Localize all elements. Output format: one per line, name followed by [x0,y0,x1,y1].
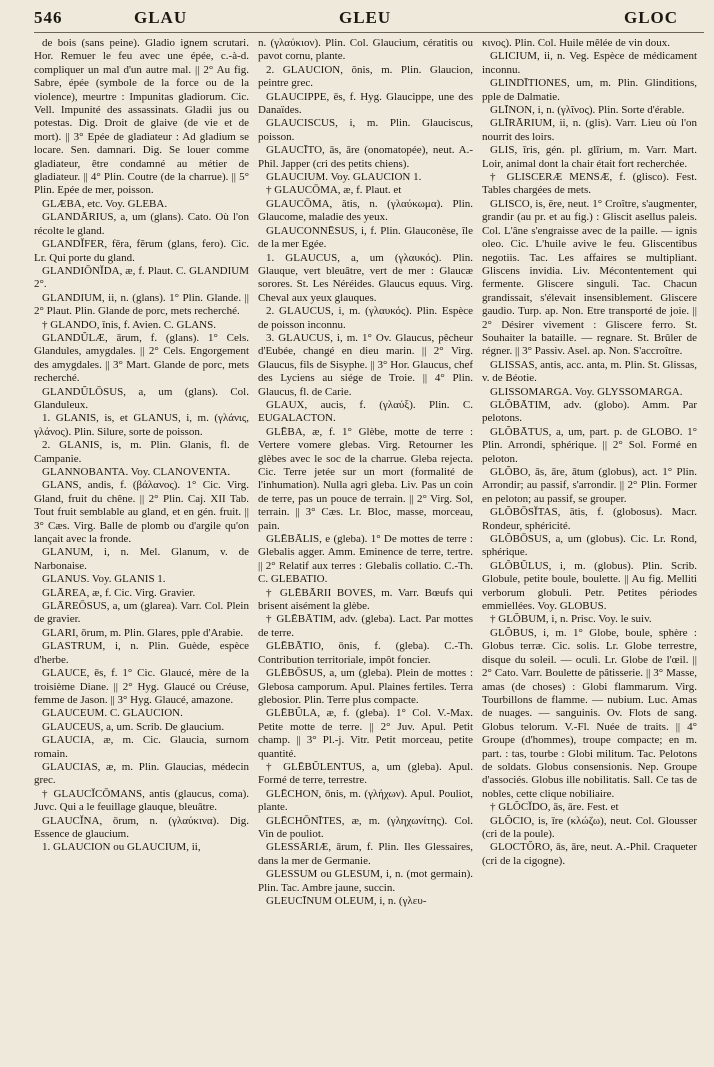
dictionary-entry: GLANNOBANTA. Voy. CLANOVENTA. [42,466,231,478]
dictionary-entry: † GLĒBŬLENTUS, a, um (gleba). Apul. Formé de terre, terrestre. [258,760,473,787]
dictionary-entry: GLISSAS, antis, acc. anta, m. Plin. St. Glissas, v. de Béotie. [482,358,697,385]
dictionary-entry: GLĪRĀRIUM, ii, n. (glis). Varr. Lieu où l'on nourrit des loirs. [482,117,697,143]
dictionary-entry: 3. GLAUCUS, i, m. 1° Ov. Glaucus, pêcheur d'Eubée, changé en dieu marin. || 2° Virg. Glaucus, fils de Sisyphe. || 3° Hor. Glaucus, chef des Lyciens au siége de Troie. || 4° Plin. Glaucus, fl. de Carie. [258,331,473,398]
dictionary-entry: † GLANDO, ĭnis, f. Avien. C. GLANS. [42,318,216,331]
dictionary-entry: GLASTRUM, i, n. Plin. Guède, espèce d'herbe. [34,640,249,666]
dictionary-entry: GLICIUM, ii, n. Veg. Espèce de médicament inconnu. [482,50,697,76]
dictionary-entry: GLŎBŬLUS, i, m. (globus). Plin. Scrib. Globule, petite boule, boulette. || Au fig. Melliti verborum globuli. Petr. Petites périodes emmiellées. Voy. GLOBUS. [482,559,697,613]
text-columns [34,37,704,1062]
dictionary-entry: GLANDĬFER, fĕra, fĕrum (glans, fero). Cic. Lr. Qui porte du gland. [34,238,249,264]
dictionary-entry: GLIS, īris, gén. pl. glīrium, m. Varr. Mart. Loir, animal dont la chair était fort recherchée. [482,144,697,170]
dictionary-entry: GLĒBŌSUS, a, um (gleba). Plein de mottes : Glebosa camporum. Apul. Plaines fertiles. Terra glebosior. Plin. Terre plus compacte. [258,667,473,706]
dictionary-entry: GLÆBA, etc. Voy. GLEBA. [42,197,168,210]
dictionary-entry: GLAUCĪTO, ās, āre (onomatopée), neut. A.-Phil. Japper (cri des petits chiens). [258,144,473,170]
dictionary-entry: † GLISCERÆ MENSÆ, f. (glisco). Fest. Tables chargées de mets. [482,171,697,197]
dictionary-entry: GLEUCĪNUM OLEUM, i, n. (γλευ- [266,895,427,907]
dictionary-entry: GLĀREŌSUS, a, um (glarea). Varr. Col. Plein de gravier. [34,600,249,626]
dictionary-entry: † GLŎBUM, i, n. Prisc. Voy. le suiv. [490,613,652,626]
dictionary-entry: GLANS, andis, f. (βάλανος). 1° Cic. Virg. Gland, fruit du chêne. || 2° Plin. Caj. XII Tab. Tout fruit semblable au gland, et en gén. fruit. || 3° Cæs. Virg. Balle de plomb ou d'argile qu'on lançait avec la fronde. [34,479,249,546]
dictionary-entry: 2. GLAUCION, ŏnis, m. Plin. Glaucion, peintre grec. [258,63,473,90]
dictionary-entry: GLĒBĀTIO, ōnis, f. (gleba). C.-Th. Contribution territoriale, impôt foncier. [258,640,473,666]
dictionary-entry: GLŎBŌSUS, a, um (globus). Cic. Lr. Rond, sphérique. [482,533,697,559]
dictionary-entry: GLŎCIO, is, īre (κλώζω), neut. Col. Glousser (cri de la poule). [482,814,697,840]
dictionary-entry: GLANDĀRIUS, a, um (glans). Cato. Où l'on récolte le gland. [34,211,249,237]
dictionary-entry: GLĒBA, æ, f. 1° Glèbe, motte de terre : Vertere vomere glebas. Virg. Retourner les glèbes avec le soc de la charrue. Gleba rejecta. Cic. Terre jetée sur un mort (formalité de l'inhumation). Nulla agri gleba. Liv. Pas un coin de terre, pas un pouce de terrain. || 2° Virg. Sol, terrain. || 3° Cæs. Lr. Bloc, masse, morceau, pain. [258,425,473,532]
dictionary-entry: GLŎBUS, i, m. 1° Globe, boule, sphère : Globus terræ. Cic. solis. Lr. Globe terrestre, disque du soleil. — oculi. Lr. Globe de l'œil. || 2° Cato. Varr. Boulette de pâtisserie. || 3° Masse, amas (de choses) : Globi flammarum. Virg. Tourbillons de flamme. — nubium. Luc. Amas de nuages. — sanguinis. Ov. Flots de sang. Globus telorum. V.-Fl. Nuée de traits. || 4° Groupe (d'hommes), troupe compacte; en m. part. : tas, tourbe : Globi militum. Tac. Pelotons de soldats. Globus consensionis. Nep. Groupe d'associés. Globus ille nobilitatis. Sall. Ce tas de nobles, cette clique nobiliaire. [482,626,697,800]
column-right [482,37,697,1062]
dictionary-entry: † GLŎCĬDO, ās, āre. Fest. et [490,801,619,814]
dictionary-entry: GLAUCISCUS, i, m. Plin. Glauciscus, poisson. [258,117,473,143]
dictionary-entry: GLANUS. Voy. GLANIS 1. [42,573,166,586]
dictionary-entry: GLŎBĀTIM, adv. (globo). Amm. Par pelotons. [482,398,697,425]
dictionary-entry: 1. GLAUCION ou GLAUCIUM, ii, [42,841,201,854]
dictionary-entry: GLAUX, aucis, f. (γλαύξ). Plin. C. EUGALACTON. [258,398,473,425]
dictionary-entry: GLISCO, is, ĕre, neut. 1° Croître, s'augmenter, grandir (au pr. et au fig.) : Gliscit asellus paleis. Col. L'âne s'engraisse avec de la paille. — ignis oleo. Cic. L'huile avive le feu. Gliscentibus negotiis. Tac. Les affaires se multipliant. Gliscens invidia. Liv. Mécontentement qui fermente. Gliscere singuli. Tac. Chacun grandissait, s'élevait insensiblement. Gliscere gaudio. Turp. ap. Non. Etre transporté de joie. || 2° Désirer vivement : Gliscere ferro. St. Souhaiter la bataille. — regnare. St. Brûler de régner. || 3° Passiv. Asel. ap. Non. S'accroître. [482,197,697,358]
dictionary-entry: GLAUCĬNA, ōrum, n. (γλαύκινα). Dig. Essence de glaucium. [34,814,249,840]
dictionary-entry: † GLAUCĬCŌMANS, antis (glaucus, coma). Juvc. Qui a le feuillage glauque, bleuâtre. [34,787,249,814]
dictionary-entry: GLAUCONNĒSUS, i, f. Plin. Glauconèse, île de la mer Egée. [258,224,473,251]
running-head-left: GLAU [134,8,188,27]
page-header [34,6,704,33]
dictionary-entry: GLANDŬLŌSUS, a, um (glans). Col. Glanduleux. [34,385,249,411]
dictionary-entry: 2. GLANIS, is, m. Plin. Glanis, fl. de Campanie. [34,439,249,465]
dictionary-entry: † GLĒBĀTIM, adv. (gleba). Lact. Par mottes de terre. [258,613,473,639]
dictionary-entry: GLĀREA, æ, f. Cic. Virg. Gravier. [42,586,196,599]
page-number: 546 [34,8,63,27]
dictionary-entry: GLAUCIAS, æ, m. Plin. Glaucias, médecin grec. [34,760,249,787]
dictionary-entry: GLANDIUM, ii, n. (glans). 1° Plin. Glande. || 2° Plaut. Plin. Glande de porc, mets recherché. [34,291,249,318]
dictionary-entry: GLĒBĀLIS, e (gleba). 1° De mottes de terre : Glebalis agger. Amm. Eminence de terre, tertre. || 2° Relatif aux terres : Glebalis collatio. C.-Th. C. GLEBATIO. [258,533,473,586]
dictionary-entry: GLŎBO, ās, āre, ātum (globus), act. 1° Plin. Arrondir; au passif, s'arrondir. || 2° Plin. Former en peloton; au passif, se grouper. [482,466,697,505]
dictionary-entry: GLĒBŬLA, æ, f. (gleba). 1° Col. V.-Max. Petite motte de terre. || 2° Juv. Apul. Petit champ. || 3° Pl.-j. Vitr. Petit morceau, petite quantité. [258,707,473,760]
dictionary-entry: 2. GLAUCUS, i, m. (γλαυκός). Plin. Espèce de poisson inconnu. [258,305,473,331]
dictionary-entry: GLAUCEUS, a, um. Scrib. De glaucium. [42,720,225,733]
dictionary-entry: † GLĒBĀRII BOVES, m. Varr. Bœufs qui brisent aisément la glèbe. [258,586,473,613]
dictionary-entry: 1. GLANIS, is, et GLANUS, i, m. (γλάνις, γλάνος). Plin. Silure, sorte de poisson. [34,412,249,438]
dictionary-entry: GLĒCHŌNĪTES, æ, m. (γληχωνίτης). Col. Vin de pouliot. [258,814,473,840]
dictionary-entry: κινος). Plin. Col. Huile mêlée de vin doux. [482,37,671,49]
dictionary-entry: 1. GLAUCUS, a, um (γλαυκός). Plin. Glauque, vert bleuâtre, vert de mer : Glaucæ sorores. St. Les Néréides. Glaucus equus. Virg. Cheval aux yeux glauques. [258,251,473,304]
dictionary-entry: GLINDĪTIONES, um, m. Plin. Glinditions, pple de Dalmatie. [482,77,697,103]
dictionary-entry: GLAUCIPPE, ēs, f. Hyg. Glaucippe, une des Danaïdes. [258,90,473,117]
dictionary-entry: GLAUCIA, æ, m. Cic. Glaucia, surnom romain. [34,734,249,760]
column-left [34,37,249,1062]
dictionary-entry: GLŎBĀTUS, a, um, part. p. de GLOBO. 1° Plin. Arrondi, sphérique. || 2° Sol. Formé en peloton. [482,425,697,465]
dictionary-entry: GLANDIŌNĬDA, æ, f. Plaut. C. GLANDIUM 2°. [34,264,249,291]
dictionary-entry: GLĒCHON, ōnis, m. (γλήχων). Apul. Pouliot, plante. [258,787,473,814]
dictionary-entry: GLAUCŌMA, ătis, n. (γλαύκωμα). Plin. Glaucome, maladie des yeux. [258,197,473,224]
running-head-center: GLEU [339,8,392,27]
dictionary-entry: GLARI, ōrum, m. Plin. Glares, pple d'Arabie. [42,626,244,639]
dictionary-entry: de bois (sans peine). Gladio ignem scrutari. Hor. Remuer le feu avec une épée, c.-à-d. compliquer un mal d'un autre mal. || 2° Au fig. Sabre, épée (symbole de la force ou de la violence), meurtre : Impunitas gladiorum. Cic. Vell. Impunité des assassinats. Gladii jus ou potestas. Dig. Droit de glaive (de vie et de mort). || 3° Epée de gladiateur : Ad gladium se locare. Sen. damnari. Dig. Se louer comme gladiateur, être condamné au métier de gladiateur. || 4° Plin. Coutre (de la charrue). || 5° Plin. Epée de mer, poisson. [34,37,249,197]
running-head-right: GLOC [624,8,679,27]
dictionary-entry: n. (γλαύκιον). Plin. Col. Glaucium, cératitis ou pavot cornu, plante. [258,37,473,63]
dictionary-entry: GLANDŬLÆ, ārum, f. (glans). 1° Cels. Glandules, amygdales. || 2° Cels. Engorgement des amygdales. || 3° Mart. Glande de porc, mets recherché. [34,331,249,385]
dictionary-entry: GLISSOMARGA. Voy. GLYSSOMARGA. [490,385,683,398]
dictionary-entry: GLAUCE, ēs, f. 1° Cic. Glaucé, mère de la troisième Diane. || 2° Hyg. Glaucé ou Créuse, femme de Jason. || 3° Hyg. Glaucé, amazone. [34,667,249,706]
dictionary-entry: GLĪNON, i, n. (γλῖνος). Plin. Sorte d'érable. [490,104,685,117]
dictionary-entry: GLESSĀRIÆ, ārum, f. Plin. Iles Glessaires, dans la mer de Germanie. [258,841,473,867]
dictionary-entry: GLESSUM ou GLESUM, i, n. (mot germain). Plin. Tac. Ambre jaune, succin. [258,868,473,894]
dictionary-entry: GLANUM, i, n. Mel. Glanum, v. de Narbonaise. [34,546,249,572]
dictionary-entry: GLŎBŌSĬTAS, ātis, f. (globosus). Macr. Rondeur, sphéricité. [482,506,697,532]
dictionary-entry: GLAUCEUM. C. GLAUCION. [42,707,183,720]
dictionary-entry: GLAUCIUM. Voy. GLAUCION 1. [266,171,422,184]
column-middle [258,37,473,1062]
dictionary-entry: † GLAUCŌMA, æ, f. Plaut. et [266,184,402,197]
dictionary-entry: GLOCTŎRO, ās, āre, neut. A.-Phil. Craqueter (cri de la cigogne). [482,841,697,867]
